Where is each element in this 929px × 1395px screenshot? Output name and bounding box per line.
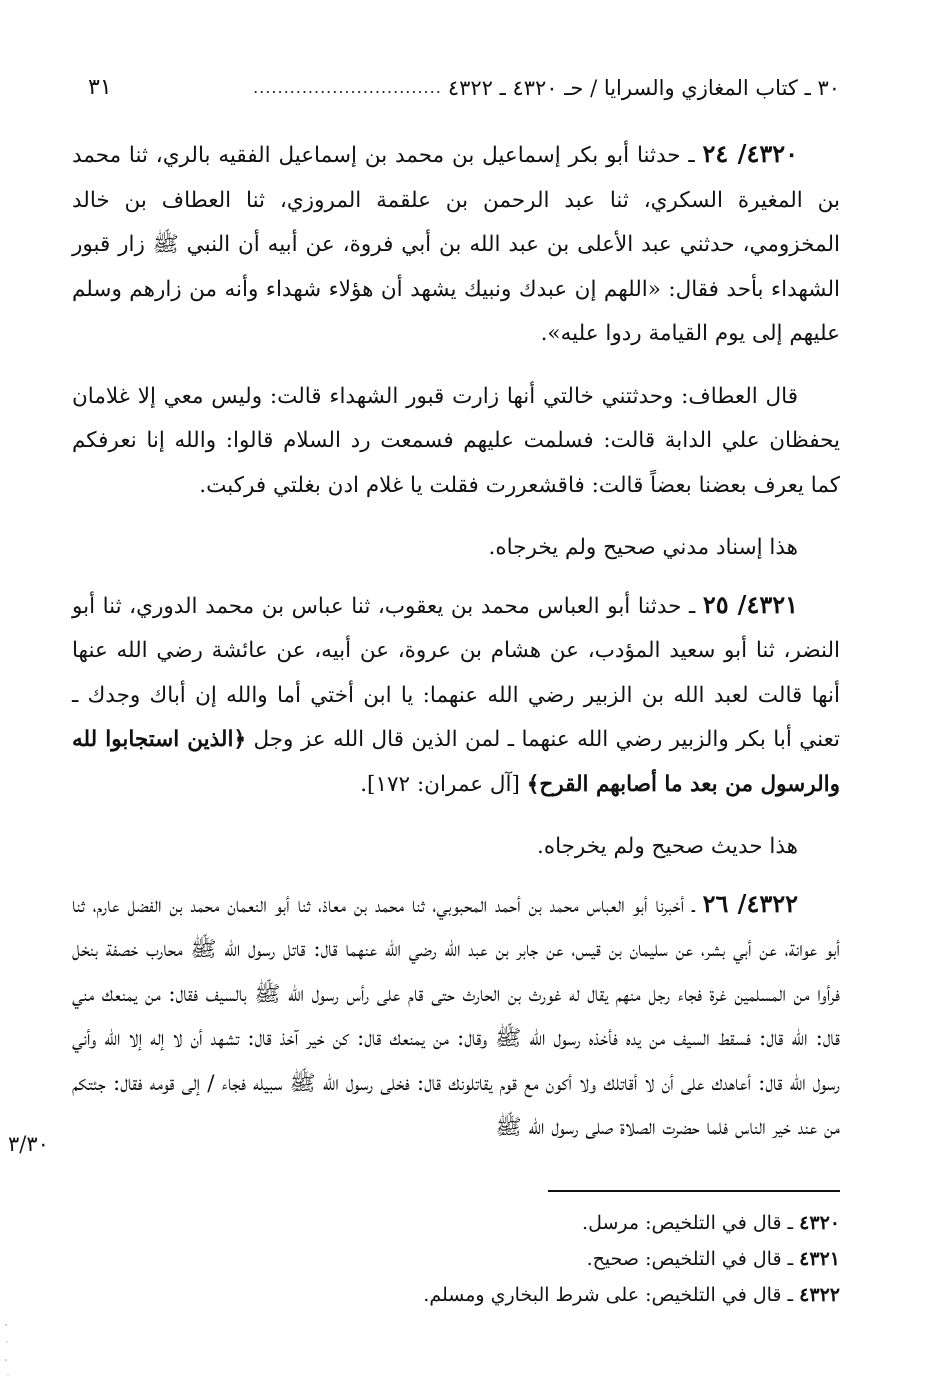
- footnote-item: [300, 1241, 840, 1277]
- grading-note: [72, 825, 840, 870]
- leader-dots: ...............................: [253, 78, 442, 97]
- footnote-item: [300, 1205, 840, 1241]
- footnote-text: ـ قال في التلخيص: صحيح.: [586, 1248, 800, 1270]
- hadith-4321: [72, 583, 840, 808]
- page-number: ٣١: [88, 75, 112, 100]
- narration-paragraph: [72, 375, 840, 509]
- grading-note: [72, 526, 840, 571]
- running-header: [88, 70, 840, 106]
- footnote-item: [300, 1277, 840, 1313]
- grading-text: هذا إسناد مدني صحيح ولم يخرجاه.: [488, 535, 798, 560]
- hadith-4320: [72, 132, 840, 357]
- hadith-number: ٤٣٢١/ ٢٥: [702, 589, 799, 619]
- hadith-4322: [72, 882, 840, 1151]
- main-text: [72, 132, 840, 1169]
- hadith-text: ـ حدثنا أبو بكر إسماعيل بن محمد بن إسماعيل الفقيه بالري، ثنا محمد بن المغيرة السكري، ثنا عبد الرحمن بن علقمة المروزي، ثنا العطاف بن خالد المخزومي، حدثني عبد الأعلى بن عبد الله بن أبي فروة، عن أبيه أن النبي ﷺ زار قبور الشهداء بأحد فقال: «اللهم إن عبدك ونبيك يشهد أن هؤلاء شهداء وأنه من زارهم وسلم عليهم إلى يوم القيامة ردوا عليه».: [72, 143, 840, 346]
- narration-text: قال العطاف: وحدثتني خالتي أنها زارت قبور الشهداء قالت: وليس معي إلا غلامان يحفظان علي الدابة قالت: فسلمت عليهم فسمعت رد السلام قالوا: والله إنا نعرفكم كما يعرف بعضنا بعضاً قالت: فاقشعررت فقلت يا غلام ادن بغلتي فركبت.: [72, 383, 840, 498]
- hadith-number: ٤٣٢٢/ ٢٦: [702, 888, 799, 918]
- footnote-text: ـ قال في التلخيص: على شرط البخاري ومسلم.: [423, 1284, 800, 1306]
- footnote-divider: [548, 1190, 840, 1192]
- scan-speckle: [4, 1320, 10, 1380]
- footnote-number: ٤٣٢٠: [799, 1212, 840, 1234]
- footnote-text: ـ قال في التلخيص: مرسل.: [582, 1212, 800, 1234]
- grading-text: هذا حديث صحيح ولم يخرجاه.: [536, 834, 798, 859]
- footnote-number: ٤٣٢٢: [799, 1284, 840, 1306]
- running-title: ٣٠ ـ كتاب المغازي والسرايا / حـ ٤٣٢٠ ـ ٤٣٢٢: [447, 76, 840, 100]
- quran-verse: ﴿الذين استجابوا لله والرسول من بعد ما أصابهم القرح﴾: [72, 727, 840, 797]
- hadith-text: ـ حدثنا أبو العباس محمد بن يعقوب، ثنا عباس بن محمد الدوري، ثنا أبو النضر، ثنا أبو سعيد المؤدب، عن هشام بن عروة، عن أبيه، عن عائشة رضي الله عنها أنها قالت لعبد الله بن الزبير رضي الله عنهما: يا ابن أختي أما والله إن أباك وجدك ـ تعني أبا بكر والزبير رضي الله عنهما ـ لمن الذين قال الله عز وجل: [72, 593, 840, 752]
- footnotes: [300, 1205, 840, 1313]
- hadith-text: ـ أخبرنا أبو العباس محمد بن أحمد المحبوبي، ثنا محمد بن معاذ، ثنا أبو النعمان محمد بن الفضل عارم، ثنا أبو عوانة، عن أبي بشر، عن سليمان بن قيس، عن جابر بن عبد الله رضي الله عنهما قال: قاتل رسول الله ﷺ محارب خصفة بنخل فرأوا من المسلمين غرة فجاء رجل منهم يقال له غورث بن الحارث حتى قام على رأس رسول الله ﷺ بالسيف فقال: من يمنعك مني قال: الله قال: فسقط السيف من يده فأخذه رسول الله ﷺ وقال: من يمنعك قال: كن خير آخذ قال: تشهد أن لا إله إلا الله وأني رسول الله قال: أعاهدك على أن لا أقاتلك ولا أكون مع قوم يقاتلونك قال: فخلى رسول الله ﷺ سبيله فجاء / إلى قومه فقال: جئتكم من عند خير الناس فلما حضرت الصلاة صلى رسول الله ﷺ: [72, 892, 840, 1140]
- hadith-number: ٤٣٢٠/ ٢٤: [702, 139, 798, 168]
- verse-reference: [آل عمران: ١٧٢].: [360, 771, 527, 797]
- footnote-number: ٤٣٢١: [799, 1248, 840, 1270]
- margin-reference: ٣/٣٠: [8, 1132, 49, 1156]
